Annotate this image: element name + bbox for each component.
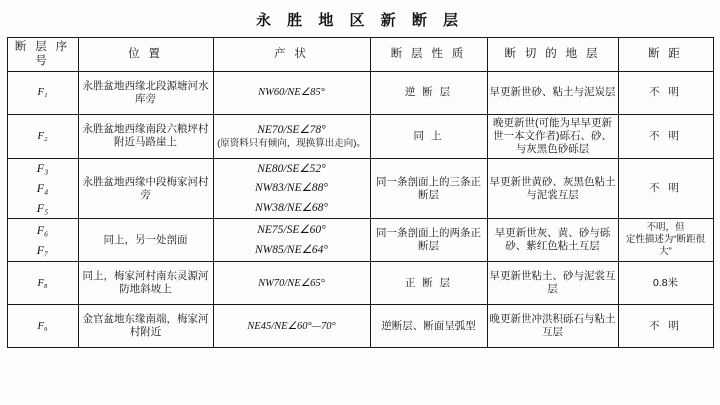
attitude-value: NE70/SE∠78° (257, 123, 326, 136)
column-header-fault-no: 断 层 序 号 (7, 38, 78, 72)
cell-attitude (213, 114, 370, 158)
table-row (7, 219, 713, 262)
table-row (7, 114, 713, 158)
table-body (7, 71, 713, 347)
offset-value: 不明，但 (646, 221, 685, 233)
attitude-line: NE75/SE∠60° (257, 224, 326, 237)
cell-strata: 早更新世粘土、砂与泥裳互层 (487, 262, 618, 305)
cell-attitude: NW60/NE∠85° (213, 71, 370, 114)
cell-location: 永胜盆地西缘中段梅家河村旁 (78, 159, 213, 219)
cell-offset: 0.8米 (618, 262, 713, 305)
attitude-note: (原资料只有倾向，现换算出走向)。 (217, 137, 366, 149)
cell-strata: 晚更新世(可能为早早更新世一本文作者)砾石、砂、与灰黑色砂砾层 (487, 114, 618, 158)
cell-location: 同上，另一处剖面 (78, 219, 213, 262)
cell-attitude (213, 159, 370, 219)
cell-location: 永胜盆地西缘南段六粮坪村附近马路崖上 (78, 114, 213, 158)
fault-no-line: F₇ (36, 242, 49, 257)
cell-fault-type: 同一条剖面上的两条正断层 (370, 219, 487, 262)
fault-no-line: F₅ (36, 201, 49, 216)
cell-strata: 早更新世砂、粘土与泥炭层 (487, 71, 618, 114)
table-row (7, 71, 713, 114)
column-header-fault-type: 断 层 性 质 (370, 38, 487, 72)
cell-offset (618, 219, 713, 262)
attitude-line: NW38/NE∠68° (254, 201, 329, 214)
table-row (7, 159, 713, 219)
fault-table (7, 37, 714, 348)
table-header-row (7, 38, 713, 72)
fault-no-line: F₄ (36, 181, 49, 196)
cell-attitude (213, 219, 370, 262)
cell-strata: 早更新世黄砂、灰黑色粘土与泥裳互层 (487, 159, 618, 219)
table-row (7, 262, 713, 305)
table-header (7, 38, 713, 72)
cell-strata: 晚更新世冲洪积砾石与粘土互层 (487, 305, 618, 348)
cell-fault-no: F₉ (7, 305, 78, 348)
cell-fault-no (7, 219, 78, 262)
column-header-location: 位 置 (78, 38, 213, 72)
cell-offset: 不 明 (618, 114, 713, 158)
cell-offset: 不 明 (618, 159, 713, 219)
cell-fault-type: 正 断 层 (370, 262, 487, 305)
attitude-line: NW85/NE∠64° (254, 243, 329, 256)
cell-attitude: NE45/NE∠60°—70° (213, 305, 370, 348)
cell-fault-no (7, 159, 78, 219)
cell-fault-type: 逆断层、断面呈弧型 (370, 305, 487, 348)
fault-no-line: F₃ (36, 161, 49, 176)
cell-fault-no: F₂ (7, 114, 78, 158)
page-title: 永 胜 地 区 新 断 层 (255, 12, 464, 29)
cell-location: 永胜盆地西缘北段源塘河水库旁 (78, 71, 213, 114)
attitude-line: NW83/NE∠88° (254, 182, 329, 195)
cell-fault-no: F₈ (7, 262, 78, 305)
cell-attitude: NW70/NE∠65° (213, 262, 370, 305)
cell-location: 金官盆地东缘南端，梅家河村附近 (78, 305, 213, 348)
cell-fault-no: F₁ (7, 71, 78, 114)
cell-fault-type: 逆 断 层 (370, 71, 487, 114)
cell-location: 同上，梅家河村南东灵源河防地斜坡上 (78, 262, 213, 305)
cell-offset: 不 明 (618, 71, 713, 114)
fault-no-line: F₆ (36, 222, 49, 237)
cell-fault-type: 同一条剖面上的三条正断层 (370, 159, 487, 219)
table-row (7, 305, 713, 348)
column-header-strata: 断 切 的 地 层 (487, 38, 618, 72)
offset-note: 定性描述为“断距很大” (625, 233, 706, 258)
cell-offset: 不 明 (618, 305, 713, 348)
attitude-line: NE80/SE∠52° (257, 163, 326, 176)
column-header-attitude: 产 状 (213, 38, 370, 72)
column-header-offset: 断 距 (618, 38, 713, 72)
cell-fault-type: 同 上 (370, 114, 487, 158)
cell-strata: 早更新世灰、黄、砂与砾砂、紫红色粘土互层 (487, 219, 618, 262)
